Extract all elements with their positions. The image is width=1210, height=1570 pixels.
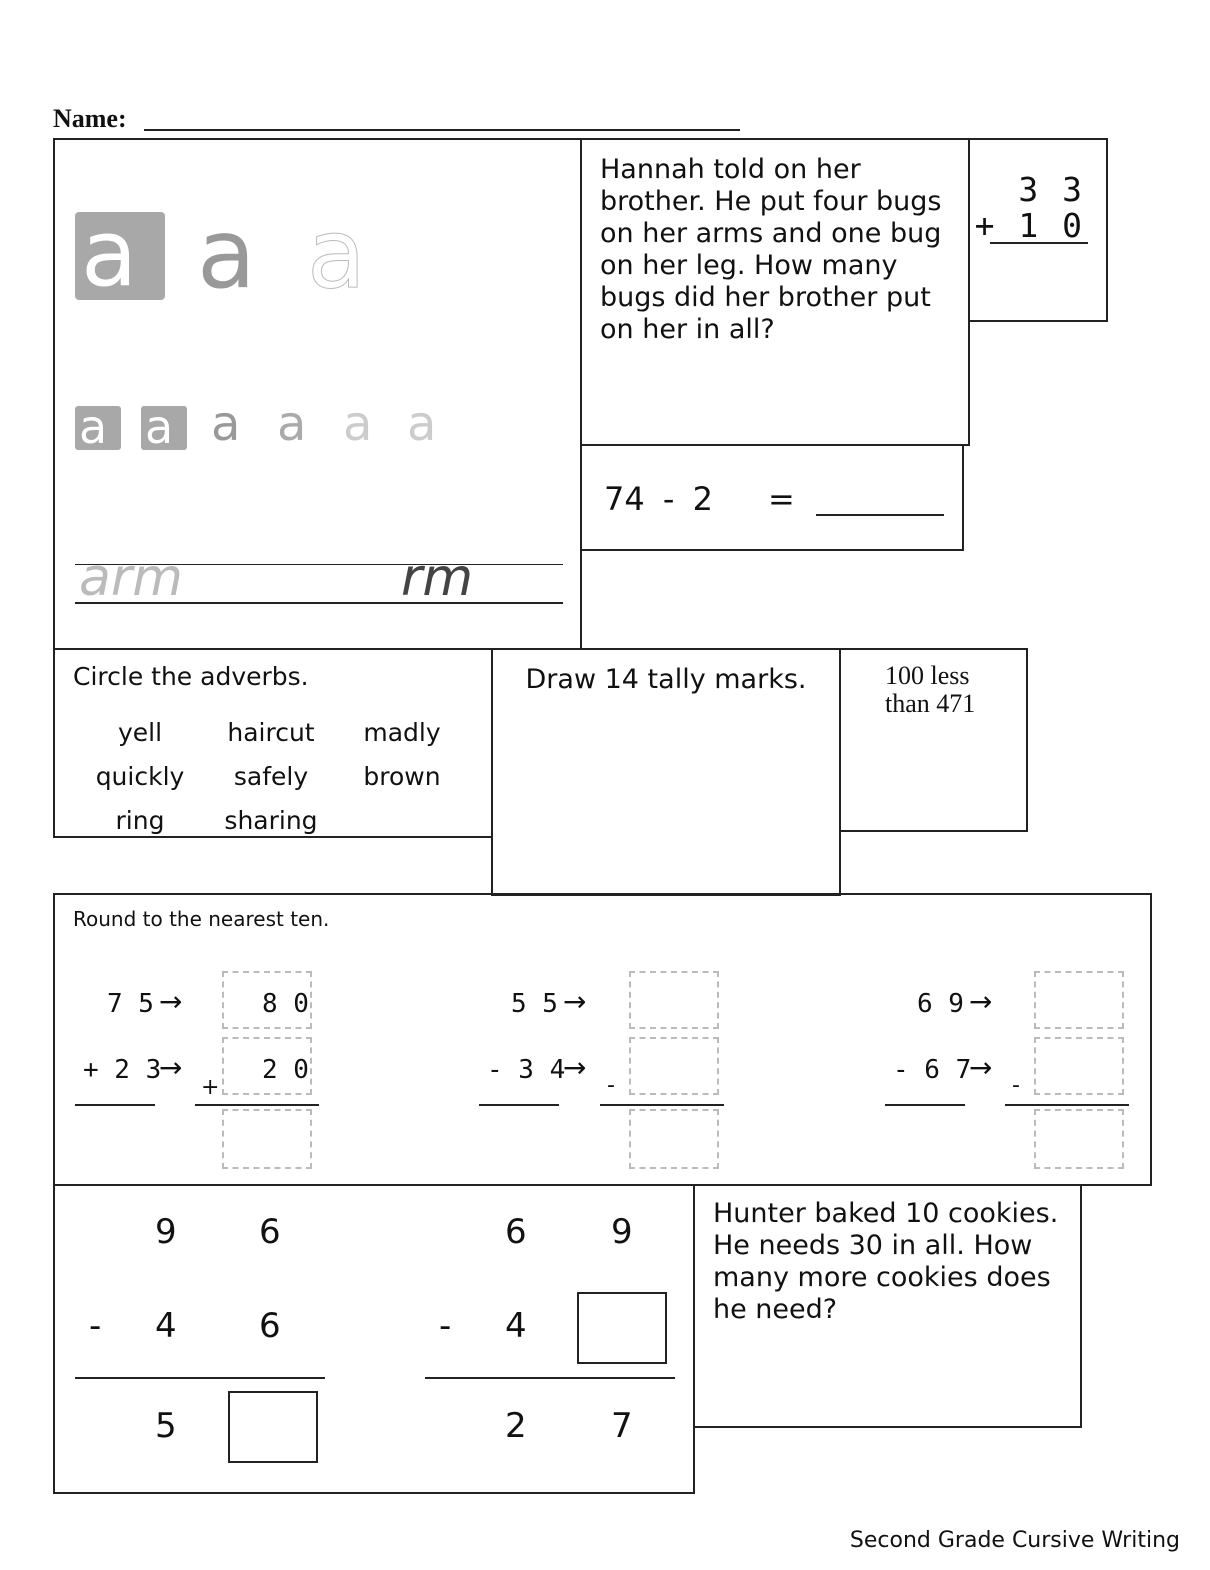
adverb-word[interactable]: madly (363, 718, 441, 747)
missing-digit-box[interactable] (228, 1391, 318, 1463)
rounding-op: + (201, 1075, 220, 1100)
arrow-icon: → (563, 985, 587, 1018)
arrow-icon: → (159, 1051, 183, 1084)
letter-model: a (81, 200, 138, 307)
letter-small-trace-3: a (343, 396, 373, 452)
round-sum-box[interactable] (222, 1109, 312, 1169)
subtraction-1-left: 74 - 2 (604, 480, 713, 518)
story-problem-1-box (580, 138, 970, 446)
name-label: Name: (53, 104, 127, 133)
missing-digits-box (53, 1184, 695, 1494)
rounding-top: 5 5 (511, 989, 558, 1019)
letter-small-trace-1: a (211, 396, 241, 452)
adverb-word[interactable]: haircut (227, 718, 315, 747)
vertical-add-top: 3 3 (1018, 170, 1084, 209)
adverb-word[interactable]: safely (233, 762, 309, 791)
round-sum-box[interactable] (629, 1109, 719, 1169)
letter-small-trace-2: a (277, 396, 307, 452)
rounding-title: Round to the nearest ten. (73, 907, 330, 931)
story-problem-2-box (693, 1184, 1082, 1428)
subtraction-1-answer-line[interactable] (816, 514, 944, 516)
digit: 9 (611, 1212, 633, 1252)
subtraction-1-box (580, 444, 964, 551)
rounding-line (600, 1104, 724, 1106)
rounding-op: - (607, 1073, 615, 1098)
arrow-icon: → (563, 1051, 587, 1084)
rounding-line (195, 1104, 319, 1106)
story-problem-1-text: Hannah told on her brother. He put four bugs on her arms and one bug on her leg. How many bugs did her brother put on her in all? (600, 154, 942, 345)
arrow-icon: → (159, 985, 183, 1018)
round-answer-box[interactable] (629, 1037, 719, 1095)
rounding-top: 7 5 (107, 989, 154, 1019)
subtraction-1-equals: = (768, 480, 795, 518)
story-problem-2-text: Hunter baked 10 cookies. He needs 30 in all. How many more cookies does he need? (713, 1198, 1059, 1325)
letter-trace-solid: a (197, 198, 256, 310)
round-answer-box[interactable] (629, 971, 719, 1029)
digit: 6 (505, 1212, 527, 1252)
adverb-word[interactable]: quickly (95, 762, 185, 791)
digit: 4 (155, 1306, 177, 1346)
adverbs-box (53, 648, 493, 838)
missing-digit-box[interactable] (577, 1292, 667, 1364)
rounding-line (1005, 1104, 1129, 1106)
digit: 7 (611, 1406, 633, 1446)
rounding-bottom: + 2 3 (83, 1055, 162, 1085)
round-sum-box[interactable] (1034, 1109, 1124, 1169)
vertical-add-box (968, 138, 1108, 322)
rounding-op: - (1012, 1073, 1020, 1098)
rounding-box (53, 893, 1152, 1186)
rounding-line (75, 1104, 155, 1106)
rounding-line (885, 1104, 965, 1106)
footer-text: Second Grade Cursive Writing (849, 1528, 1180, 1553)
digit: 6 (259, 1212, 281, 1252)
arrow-icon: → (969, 985, 993, 1018)
name-line[interactable] (144, 129, 740, 131)
letter-trace-dotted: a (307, 198, 366, 310)
round-answer-bottom: 2 0 (262, 1055, 309, 1085)
minus-sign: - (439, 1306, 452, 1346)
round-answer-box[interactable] (1034, 1037, 1124, 1095)
cursive-word-trace-2: rm (401, 548, 474, 608)
vertical-add-line (990, 242, 1088, 244)
vertical-add-bottom: + 1 0 (974, 206, 1084, 245)
answer-line (425, 1377, 675, 1379)
rounding-line (479, 1104, 559, 1106)
adverb-word[interactable]: brown (363, 762, 441, 791)
digit: 4 (505, 1306, 527, 1346)
rounding-bottom: - 6 7 (893, 1055, 972, 1085)
digit: 6 (259, 1306, 281, 1346)
less-than-text: 100 less than 471 (885, 661, 976, 718)
letter-small-block-2: a (141, 406, 187, 450)
arrow-icon: → (969, 1051, 993, 1084)
adverb-word[interactable]: yell (117, 718, 163, 747)
digit: 5 (155, 1406, 177, 1446)
rounding-top: 6 9 (917, 989, 964, 1019)
letter-small-block-1: a (75, 406, 121, 450)
digit: 2 (505, 1406, 527, 1446)
round-answer-box[interactable] (1034, 971, 1124, 1029)
letter-model-block (75, 200, 165, 307)
tally-instruction: Draw 14 tally marks. (525, 664, 807, 695)
less-than-box[interactable] (839, 648, 1028, 832)
handwriting-box (53, 138, 582, 650)
rounding-bottom: - 3 4 (487, 1055, 566, 1085)
answer-line (75, 1377, 325, 1379)
round-answer-top: 8 0 (262, 989, 309, 1019)
adverbs-title: Circle the adverbs. (73, 662, 309, 691)
letter-small-trace-4: a (407, 396, 437, 452)
tally-box[interactable] (491, 648, 841, 896)
minus-sign: - (89, 1306, 102, 1346)
cursive-word-trace: arm (79, 548, 183, 608)
digit: 9 (155, 1212, 177, 1252)
adverb-word[interactable]: ring (115, 806, 165, 835)
adverb-word[interactable]: sharing (224, 806, 318, 835)
